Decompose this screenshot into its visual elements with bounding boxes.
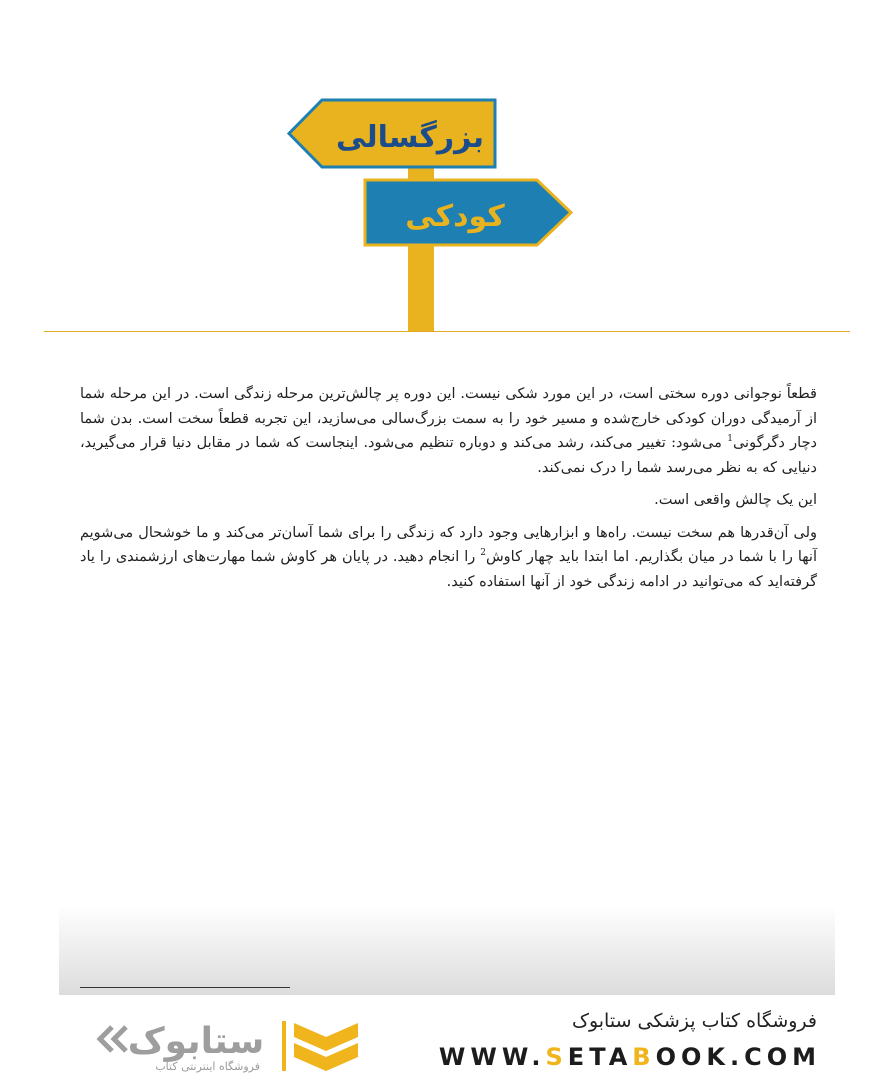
url-accent-2: B (632, 1043, 656, 1071)
paragraph-3 (80, 521, 817, 595)
bottom-sign-label: کودکی (405, 199, 505, 234)
logo-word: ستابوک (127, 1021, 265, 1062)
paragraph-1-text: قطعاً نوجوانی دوره سختی است، در این مورد شکی نیست. این دوره پر چالش‌ترین مرحله زندگی است. در این مرحله شما از آرمیدگی دوران کودکی خارج‌شده و مسیر خود را به سمت بزرگ‌سالی می‌سازید، این تجربه قطعاً سخت است. بدن شما دچار دگرگونی (80, 386, 817, 451)
logo-caption: فروشگاه اینترنتی کتاب (155, 1060, 260, 1073)
logo-arrows-icon (100, 1027, 126, 1051)
footnote-mark-2: 2 (480, 548, 486, 559)
paragraph-1-rest: می‌شود: تغییر می‌کند، رشد می‌کند و دوباره تنظیم می‌شود. اینجاست که شما در مقابل دنیا قرار می‌گیرید، دنیایی که به نظر می‌رسد شما را درک نمی‌کند. (80, 435, 817, 476)
store-url[interactable] (439, 1043, 821, 1071)
url-part-1: WWW. (438, 1043, 546, 1071)
url-part-2: ETA (567, 1043, 633, 1071)
paragraph-2: این یک چالش واقعی است. (654, 492, 817, 508)
logo-badge-icon (282, 1021, 358, 1071)
footer-fade (59, 905, 835, 995)
paragraph-3-text: ولی آن‌قدرها هم سخت نیست. راه‌ها و ابزارهایی وجود دارد که زندگی را برای شما آسان‌تر می‌کند و ما خوشحال می‌شویم آنها را با شما در میان بگذاریم. اما ابتدا باید چهار کاوش (80, 524, 817, 565)
section-divider (44, 331, 850, 332)
url-part-3: OOK.COM (655, 1043, 821, 1071)
footnote-mark-1: 1 (727, 434, 733, 445)
body-text (80, 382, 817, 602)
store-name: فروشگاه کتاب پزشکی ستابوک (571, 1010, 817, 1032)
signpost-illustration (0, 0, 893, 340)
paragraph-1 (80, 382, 817, 480)
top-sign-label: بزرگسالی (335, 120, 485, 155)
footnote-separator (80, 987, 290, 988)
paragraph-3-rest: را انجام دهید. در پایان هر کاوش شما مهارت‌های ارزشمندی را یاد گرفته‌اید که می‌توانید در ادامه زندگی خود از آنها استفاده کنید. (80, 549, 817, 590)
url-accent-1: S (545, 1043, 568, 1071)
